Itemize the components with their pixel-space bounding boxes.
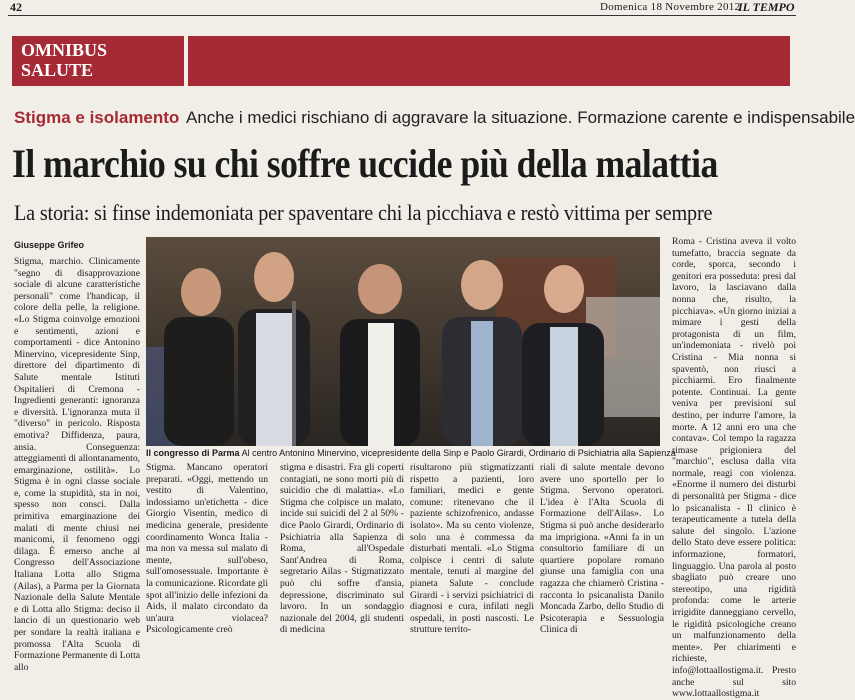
article-column-4 [410,462,534,636]
caption-text: Al centro Antonino Minervino, vicepresidente della Sinp e Paolo Girardi, Ordinario di Psichiatria alla Sapienza [241,448,676,458]
section-line-2: SALUTE [21,60,94,80]
photo-caption [146,448,676,458]
article-column-1 [14,256,141,673]
kicker-text: Anche i medici rischiano di aggravare la situazione. Formazione carente e indispensabile [186,108,855,127]
masthead-rule [8,15,796,16]
page-number: 42 [10,0,22,14]
deck: La storia: si finse indemoniata per spaventare chi la picchiava e restò vittima per sempre [14,200,713,225]
byline: Giuseppe Grifeo [14,240,85,250]
article-column-6 [672,236,796,700]
caption-title: Il congresso di Parma [146,448,240,458]
column-6-text: Roma - Cristina aveva il volto tumefatto, braccia segnate da corde, sporca, secondo i genitori era posseduta: presi dal lavoro, la lasciavano dalla nonna che, risulto, la picchiava». «Un giorno iniziai a mimare i gesti della protagonista di un film, un'indemoniata - rivelò poi Cristina - Mia nonna si spaventò, non riuscì a picchiarmi. Ero finalmente potente. Continuai. La gente veniva per previsioni sul destino, per indurre l'amore, la morte. A 12 anni ero una che contava». Col tempo la ragazza rimase prigioniera del "marchio", esclusa dalla vita normale, reagì con violenza. «Enorme il numero dei disturbi di personalità per Stigma - dice lo psicanalista - Il clinico è terapeuticamente a tutela della salute del singolo. L'azione dello Stato deve essere politica: informazione, formatori, linguaggio. Una parola al posto sbagliato può creare uno stereotipo, una rigidità profonda: come le arterie irrigidite danneggiano cervello, le rigidità psicologiche creano un malfunzionamento della mente». Per chiarimenti e richieste, info@lottaallostigma.it. Presto anche sul sito www.lottaallostigma.it [672,236,796,700]
column-5-text: riali di salute mentale devono avere uno sportello per lo Stigma. Servono operatori. L'idea è l'Alta Scuola di Formazione dell'Ailas». Lo Stigma si può anche desiderarlo ma imprigiona. «Anni fa in un consultorio familiare di un quartiere popolare romano giunse una famiglia con una ragazza che chiamerò Cristina - racconta lo psicanalista Danilo Moncada Zarbo, dello Studio di Psicoterapia e Sessuologia Clinica di [540,462,664,636]
article-column-5 [540,462,664,636]
column-2-text: Stigma. Mancano operatori preparati. «Oggi, mettendo un vestito di Valentino, indossiamo un'etichetta - dice Giorgio Visentin, medico di medicina generale, presidente coordinamento Wonca Italia - ma non va messa sul malato di mente, sull'obeso, sull'omosessuale. Importante è la comunicazione. Ricordate gli spot all'inizio delle infezioni da Aids, il malato circondato da un'aura violacea? Psicologicamente creò [146,462,269,636]
congress-photo [146,237,660,446]
section-label [12,36,184,86]
issue-date: Domenica 18 Novembre 2012 [600,1,741,13]
column-1-text: Stigma, marchio. Clinicamente "segno di disapprovazione sociale di alcune caratteristiche personali" come l'handicap, il colore della pelle, la religione. «Lo Stigma coinvolge emozioni e sentimenti, azioni e comportamenti - dice Antonino Minervino, vicepresidente Sinp, direttore del dipartimento di Salute mentale Istituti Ospitalieri di Cremona - Ingredienti generanti: ignoranza e diversità. L'ignoranza muta il "diverso" in pericolo. Risposta emotiva? Diffidenza, paura, ansia. Conseguenza: atteggiamenti di allontanamento, emarginazione, ostilità». Lo Stigma è in ogni classe sociale e, come la stupidità, sta in noi, spesso non consci. Dalla primitiva emarginazione dei malati di mente chiusi nei manicomi, il fenomeno oggi dilaga. È emerso anche al Congresso dell'Associazione Italiana Lotta allo Stigma (Ailas), a Parma per la Giornata Nazionale della Salute Mentale e di Lotta allo Stigma: deciso il lancio di un questionario web per sondare la realtà italiana e promossa l'Alta Scuola di Formazione Permanente di Lotta allo [14,256,141,673]
newspaper-name: IL TEMPO [738,0,795,14]
column-4-text: risultarono più stigmatizzanti rispetto a pazienti, loro familiari, medici e gente comune: ritenevano che il paziente schizofrenico, andasse isolato». Ma su cento violenze, solo una è commessa da disturbati mentali. «Lo Stigma colpisce i centri di salute mentale, tenuti al margine del pianeta Salute - conclude Girardi - i servizi psichiatrici di diagnosi e cura, infilati negli ospedali, in posti nascosti. Le strutture territo- [410,462,534,636]
column-3-text: stigma e disastri. Fra gli coperti contagiati, ne sono morti più di suicidio che di malattia». «Lo Stigma che colpisce un malato, incide sui suicidi del 2 al 50% - dice Paolo Girardi, Ordinario di Psichiatria alla Sapienza di Roma, all'Ospedale Sant'Andrea di Roma, segretario Ailas - Stigmatizzato può chi soffre d'ansia, depressione, discriminato sul lavoro. In un sondaggio nazionale del 2004, gli studenti di medicina [280,462,404,636]
article-column-2 [146,462,269,636]
article-column-3 [280,462,404,636]
section-line-1: OMNIBUS [21,40,108,60]
group-photo-illustration [146,237,660,446]
section-bar [188,36,790,86]
kicker-label: Stigma e isolamento [14,108,180,127]
headline: Il marchio su chi soffre uccide più della malattia [12,141,718,186]
